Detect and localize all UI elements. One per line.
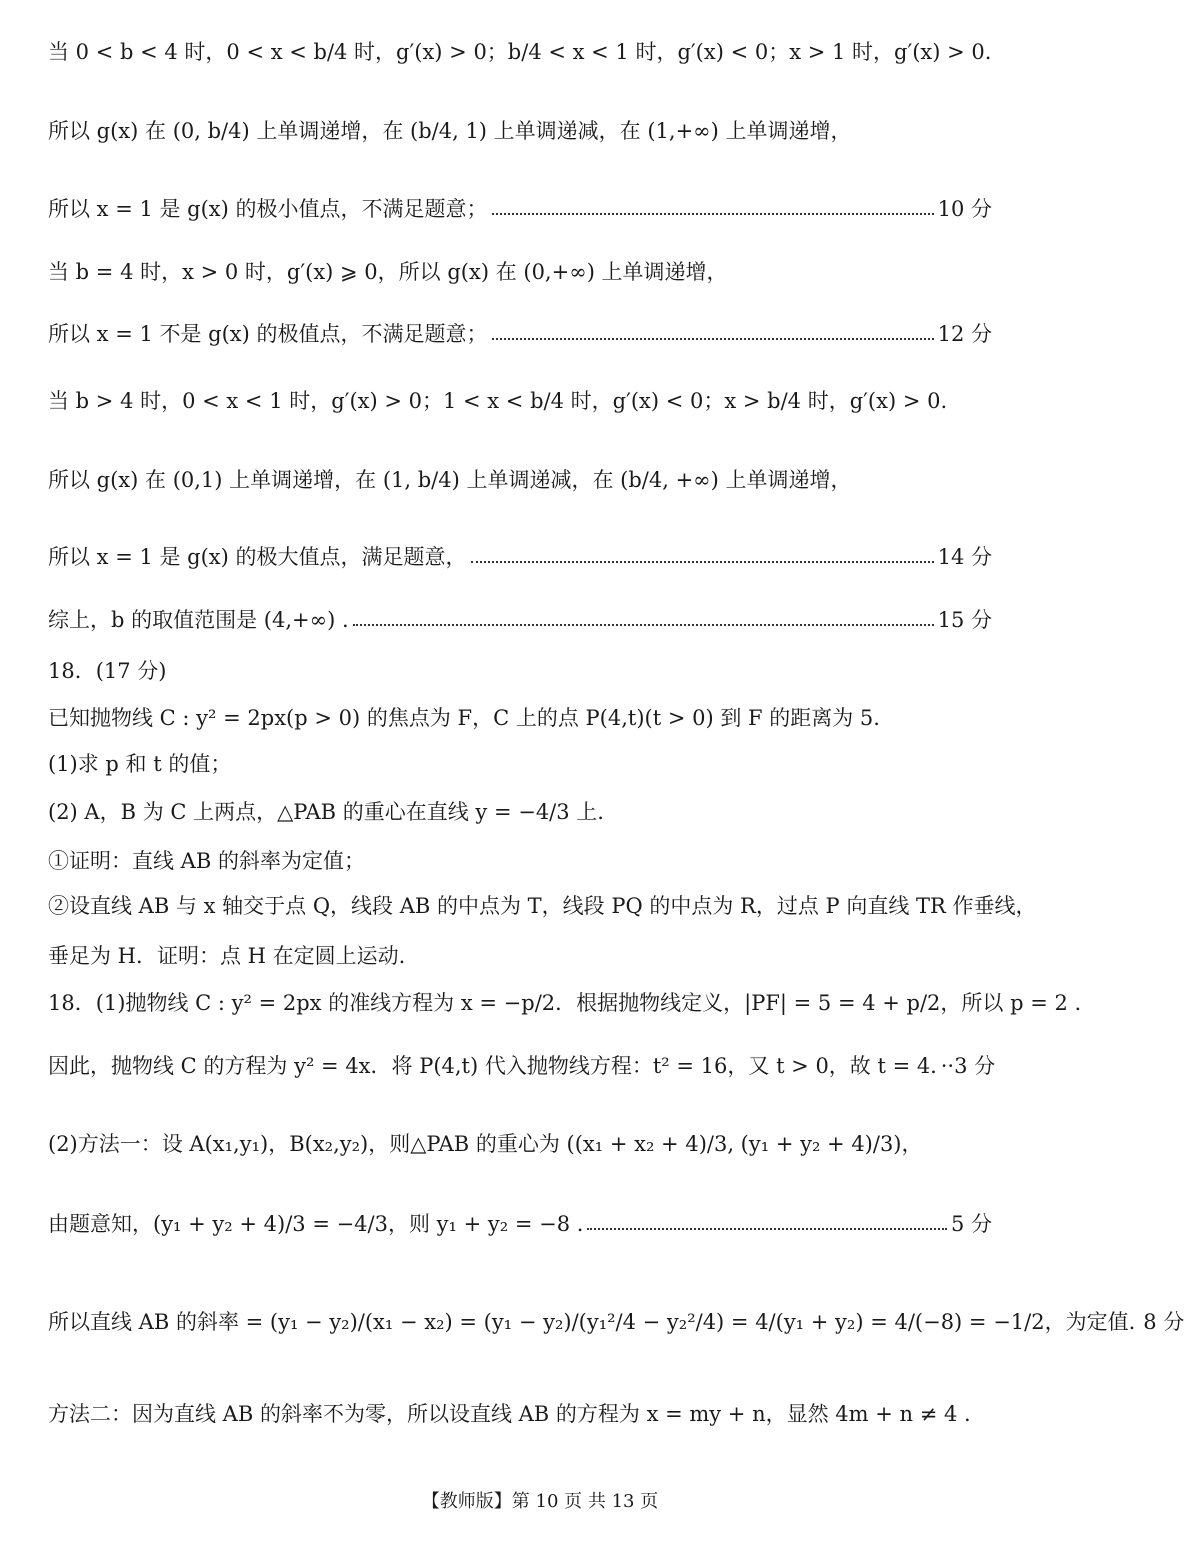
text-line-15: ②设直线 AB 与 x 轴交于点 Q，线段 AB 的中点为 T，线段 PQ 的中点为 R，过点 P 向直线 TR 作垂线， [48,894,1037,918]
text-line-11: 已知抛物线 C : y² = 2px(p > 0) 的焦点为 F，C 上的点 P(4,t)(t > 0) 到 F 的距离为 5. [48,706,880,730]
score-label: 15 分 [937,608,992,632]
leader-dots [492,338,934,340]
text-line-13: (2) A，B 为 C 上两点，△PAB 的重心在直线 y = −4/3 上. [48,800,604,824]
score-label: 14 分 [937,545,992,569]
leader-dots [492,213,934,215]
text-line-8: 所以 x = 1 是 g(x) 的极大值点，满足题意， 14 分 [48,541,992,571]
score-label: 10 分 [937,197,992,221]
text-line-3: 所以 x = 1 是 g(x) 的极小值点，不满足题意； 10 分 [48,193,992,223]
text-line-18: 因此，抛物线 C 的方程为 y² = 4x．将 P(4,t) 代入抛物线方程：t² = 16，又 t > 0，故 t = 4．··3 分 [48,1054,996,1078]
text-line-22: 方法二：因为直线 AB 的斜率不为零，所以设直线 AB 的方程为 x = my + n，显然 4m + n ≠ 4 . [48,1402,971,1426]
score-label: 5 分 [950,1212,992,1236]
leader-dots [471,561,934,563]
score-label: 12 分 [937,322,992,346]
text-line-20: 由题意知，(y₁ + y₂ + 4)/3 = −4/3，则 y₁ + y₂ = −8 . 5 分 [48,1196,992,1250]
text-line-9: 综上，b 的取值范围是 (4,+∞) . 15 分 [48,604,992,634]
text-line-4: 当 b = 4 时，x > 0 时，g′(x) ⩾ 0，所以 g(x) 在 (0,+∞) 上单调递增， [48,260,728,284]
text-line-17: 18．(1)抛物线 C : y² = 2px 的准线方程为 x = −p/2．根据抛物线定义，|PF| = 5 = 4 + p/2，所以 p = 2 . [48,991,1082,1015]
text-line-21: 所以直线 AB 的斜率 = (y₁ − y₂)/(x₁ − x₂) = (y₁ − y₂)/(y₁²/4 − y₂²/4) = 4/(y₁ + y₂) = 4/(−8) = −1/2，为定值. 8 分 [48,1276,992,1366]
text-line-16: 垂足为 H．证明：点 H 在定圆上运动. [48,944,406,968]
text-line-2: 所以 g(x) 在 (0, b/4) 上单调递增，在 (b/4, 1) 上单调递减，在 (1,+∞) 上单调递增， [48,119,852,143]
text-line-7: 所以 g(x) 在 (0,1) 上单调递增，在 (1, b/4) 上单调递减，在 (b/4, +∞) 上单调递增， [48,468,852,492]
leader-dots [353,624,934,626]
text-line-19: (2)方法一：设 A(x₁,y₁)，B(x₂,y₂)，则△PAB 的重心为 ((x₁ + x₂ + 4)/3, (y₁ + y₂ + 4)/3)， [48,1132,923,1156]
text-line-14: ①证明：直线 AB 的斜率为定值； [48,849,365,873]
text-line-6: 当 b > 4 时，0 < x < 1 时，g′(x) > 0；1 < x < b/4 时，g′(x) < 0；x > b/4 时，g′(x) > 0. [48,389,948,413]
score-label: 8 分 [1143,1310,1184,1334]
page-footer: 【教师版】第 10 页 共 13 页 [421,1491,659,1512]
text-line-12: (1)求 p 和 t 的值； [48,752,232,776]
question-heading: 18．(17 分) [48,659,167,683]
text-line-5: 所以 x = 1 不是 g(x) 的极值点，不满足题意； 12 分 [48,318,992,348]
leader-dots [587,1228,947,1230]
text-line-1: 当 0 < b < 4 时，0 < x < b/4 时，g′(x) > 0；b/4 < x < 1 时，g′(x) < 0；x > 1 时，g′(x) > 0. [48,40,992,64]
